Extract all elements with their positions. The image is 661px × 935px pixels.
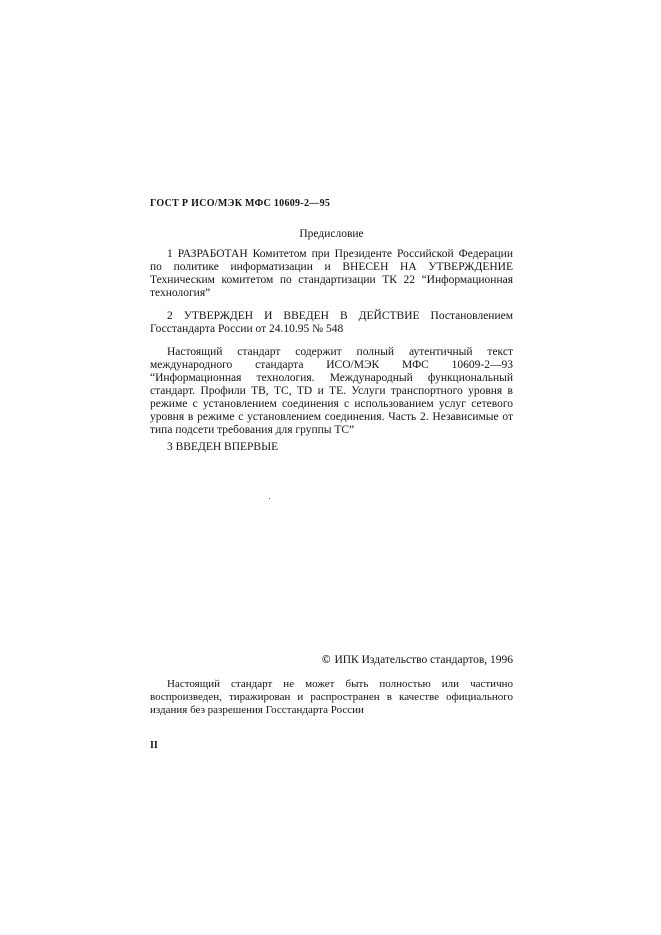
standard-code-header: ГОСТ Р ИСО/МЭК МФС 10609-2—95 xyxy=(150,198,331,209)
preface-item-1 xyxy=(150,248,513,300)
preface-item-2-note xyxy=(150,346,513,437)
reproduction-notice-text: Настоящий стандарт не может быть полностью или частично воспроизведен, тиражирован и распространен в качестве официального издания без разрешения Госстандарта России xyxy=(150,678,513,716)
page-number: II xyxy=(150,740,158,751)
preface-title: Предисловие xyxy=(299,228,364,240)
reproduction-notice xyxy=(150,678,513,717)
preface-item-1-text: 1 РАЗРАБОТАН Комитетом при Президенте Российской Федерации по политике информатизации и ВНЕСЕН НА УТВЕРЖДЕНИЕ Техническим комитетом по стандартизации ТК 22 “Информационная технология” xyxy=(150,248,513,299)
preface-item-3-text: 3 ВВЕДЕН ВПЕРВЫЕ xyxy=(167,441,279,453)
copyright-text: ИПК Издательство стандартов, 1996 xyxy=(334,654,513,666)
preface-item-2-note-text: Настоящий стандарт содержит полный аутентичный текст международного стандарта ИСО/МЭК МФС 10609-2—93 “Информационная технология. Международный функциональный стандарт. Профили ТВ, ТС, TD и ТЕ. Услуги транспортного уровня в режиме с установлением соединения с использованием услуг сетевого уровня в режиме с установлением соединения. Часть 2. Независимые от типа подсети требования для группы ТС” xyxy=(150,346,513,436)
preface-item-2-text: 2 УТВЕРЖДЕН И ВВЕДЕН В ДЕЙСТВИЕ Постановлением Госстандарта России от 24.10.95 № 548 xyxy=(150,310,513,335)
scan-speck xyxy=(269,498,270,499)
copyright-line xyxy=(150,654,513,666)
preface-item-2 xyxy=(150,310,513,336)
copyright-symbol: © xyxy=(321,654,331,666)
preface-item-3 xyxy=(150,441,513,454)
